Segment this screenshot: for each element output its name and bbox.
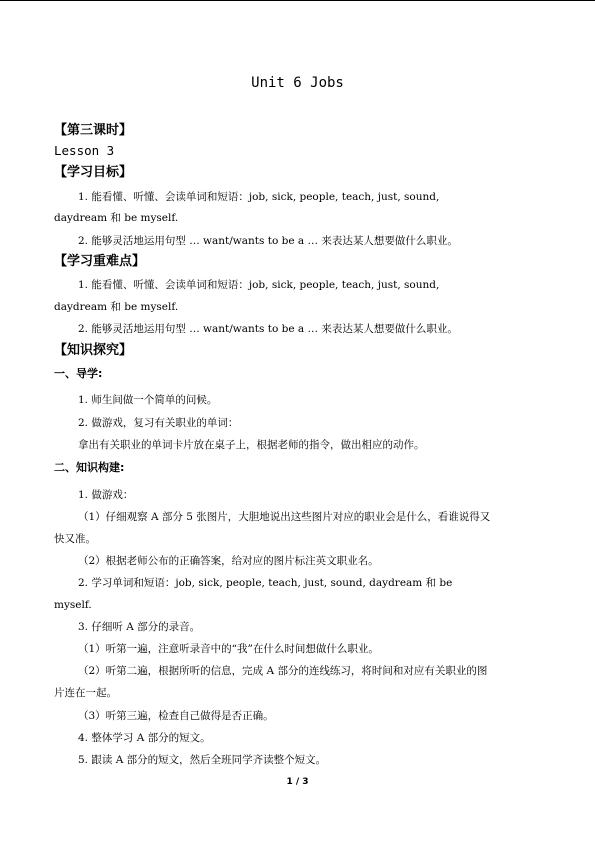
part1-item-1: 1. 师生间做一个简单的问候。 (78, 394, 218, 406)
part2-item-3-sub-1: （1）听第一遍，注意听录音中的“我”在什么时间想做什么职业。 (78, 643, 379, 655)
part2-item-2-line-1: 2. 学习单词和短语：job, sick, people, teach, just, sound, daydream 和 be (78, 577, 453, 589)
part2-item-1-sub-1-line-2: 快又准。 (54, 533, 96, 545)
period-heading: 【第三课时】 (54, 123, 133, 138)
part2-item-1: 1. 做游戏： (78, 489, 134, 501)
keypoints-item-1-line-2: daydream 和 be myself. (54, 301, 179, 313)
keypoints-heading: 【学习重难点】 (54, 254, 146, 269)
part2-item-1-sub-1-line-1: （1）仔细观察 A 部分 5 张图片，大胆地说出这些图片对应的职业会是什么，看谁说得又 (78, 511, 491, 523)
part2-heading: 二、知识构建: (54, 461, 125, 474)
part2-item-3-sub-2-line-1: （2）听第二遍，根据所听的信息，完成 A 部分的连线练习，将时间和对应有关职业的图 (78, 665, 488, 677)
goals-item-1-line-1: 1. 能看懂、听懂、会读单词和短语：job, sick, people, teach, just, sound, (78, 191, 440, 203)
page-top-rule (0, 0, 595, 1)
part1-heading: 一、导学: (54, 367, 103, 380)
goals-heading: 【学习目标】 (54, 165, 133, 180)
part2-item-5: 5. 跟读 A 部分的短文，然后全班同学齐读整个短文。 (78, 754, 327, 766)
part2-item-1-sub-2: （2）根据老师公布的正确答案，给对应的图片标注英文职业名。 (78, 555, 379, 567)
document-title: Unit 6 Jobs (251, 75, 344, 91)
part2-item-3: 3. 仔细听 A 部分的录音。 (78, 621, 201, 633)
keypoints-item-1-line-1: 1. 能看懂、听懂、会读单词和短语：job, sick, people, teach, just, sound, (78, 279, 440, 291)
part2-item-3-sub-3: （3）听第三遍，检查自己做得是否正确。 (78, 710, 274, 722)
part2-item-4: 4. 整体学习 A 部分的短文。 (78, 732, 211, 744)
part2-item-2-line-2: myself. (54, 599, 92, 611)
goals-item-1-line-2: daydream 和 be myself. (54, 212, 179, 224)
explore-heading: 【知识探究】 (54, 343, 133, 358)
goals-item-2: 2. 能够灵活地运用句型 … want/wants to be a … 来表达某人想要做什么职业。 (78, 235, 458, 247)
part1-item-2-description: 拿出有关职业的单词卡片放在桌子上，根据老师的指令，做出相应的动作。 (78, 439, 425, 451)
lesson-label: Lesson 3 (54, 143, 115, 158)
keypoints-item-2: 2. 能够灵活地运用句型 … want/wants to be a … 来表达某人想要做什么职业。 (78, 323, 458, 335)
part2-item-3-sub-2-line-2: 片连在一起。 (54, 687, 117, 699)
page-number: 1 / 3 (286, 777, 309, 787)
part1-item-2: 2. 做游戏，复习有关职业的单词： (78, 417, 239, 429)
